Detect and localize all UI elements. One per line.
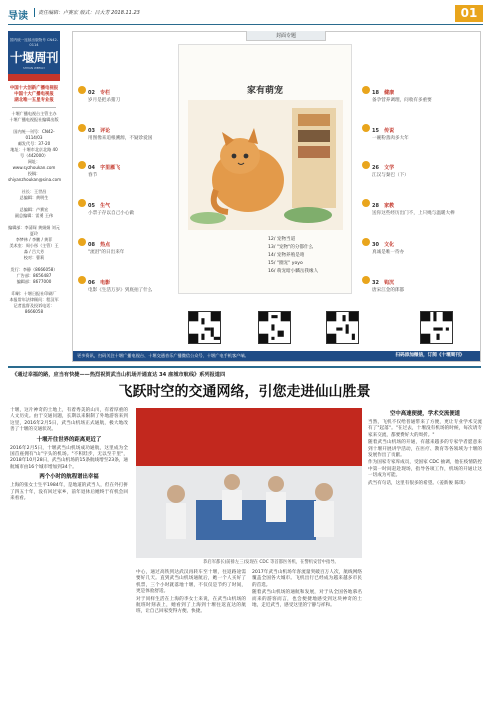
bullet-icon bbox=[78, 276, 86, 284]
phone-line: 编辑部：8677000 bbox=[16, 279, 52, 284]
toc-item[interactable] bbox=[362, 79, 462, 104]
toc-section: 电影 bbox=[100, 280, 111, 286]
feature-item[interactable]: 13/ "宠物"的分都什么 bbox=[268, 245, 314, 250]
toc-page: 30 bbox=[372, 242, 379, 248]
editor-line: 总编辑：卢赛宏 bbox=[19, 207, 49, 212]
toc-section: 钩沉 bbox=[384, 280, 395, 286]
org-line: 十堰广播电视报社编辑出版 bbox=[9, 117, 59, 122]
subhead: 十堰开往世界的距离更近了 bbox=[36, 436, 102, 443]
award-line: 湖北唯一五星专业报 bbox=[14, 98, 54, 103]
email-line[interactable]: 投稿：shiyanzhoukan@sina.com bbox=[8, 171, 62, 182]
toc-desc: 电影《生活万岁》到底拍了什么 bbox=[88, 288, 153, 293]
toc-item[interactable] bbox=[362, 117, 462, 142]
paragraph: 2017年武当山机场年客流量突破百万人次，航线网络覆盖全国各大城市。飞机出行已经成为越来越多市民的首选。 bbox=[252, 570, 362, 588]
feature-item[interactable]: 12/ 宠物当道 bbox=[268, 237, 296, 242]
bullet-icon bbox=[78, 86, 86, 94]
award-line: 中国十大广播电视报 bbox=[14, 92, 54, 97]
toc-section: 评论 bbox=[100, 128, 111, 134]
qr-code-icon[interactable] bbox=[420, 311, 453, 344]
paragraph: 2016年2月5日，十堰武当山机场成功通航，这里成为全国首座拥有"山"字头的机场。"不积跬步，无以至千里"，2018年10月28日，武当山机场的15条航线增至23条，通航城市由16个城市增加到34个。 bbox=[10, 445, 128, 470]
toc-page: 04 bbox=[88, 165, 95, 171]
article-column bbox=[10, 408, 128, 503]
bullet-icon bbox=[78, 161, 86, 169]
paragraph: 作为国家专家库成员，受国家 CDC 抽调，他在疫情防控中第一时间赶赴现场，指导各项工作，机场的开通让这一切成为可能。 bbox=[368, 460, 482, 479]
qr-code-icon[interactable] bbox=[258, 311, 291, 344]
paragraph: 十堰，这片神奇的土地上，有着秀美的山川，有着厚重的人文历史。由于交通问题，长期以来限制了外地游客来到这里，2016年2月5日，武当山机场正式通航，极大地改善了十堰的交通状况。 bbox=[10, 408, 128, 433]
staff-line: 李梦林 / 李鹏 / 黄菲 bbox=[15, 237, 53, 242]
toc-section: 文学 bbox=[384, 165, 395, 171]
divider bbox=[12, 107, 56, 108]
paragraph: 随着武当山机场的通航和发展，对于从全国各地慕名而来的游客而言，也会便捷地感受到这块神奇的土地，走近武当，感受这里的宁静与祥和。 bbox=[252, 590, 362, 609]
bullet-icon bbox=[362, 276, 370, 284]
cat-illustration bbox=[188, 100, 343, 230]
toc-page: 05 bbox=[88, 203, 95, 209]
paragraph: 上海的张女士生平1984年，是地道的武当人，但在外打拼了四五十年，没有回过家乡，前年退休后她终于有机会回来看看。 bbox=[10, 483, 128, 502]
staff-line: 校对：曹莉 bbox=[23, 255, 45, 260]
toc-item[interactable] bbox=[78, 192, 178, 217]
toc-page: 32 bbox=[372, 280, 379, 286]
photo-caption: 恭启军都长(前排左三)发现在 CDC 等首都医务机，在警机安营中指导。 bbox=[203, 560, 339, 565]
article-photo bbox=[136, 408, 362, 558]
masthead-strip bbox=[8, 74, 60, 81]
toc-item[interactable] bbox=[362, 154, 462, 179]
article-column bbox=[136, 570, 246, 617]
toc-item[interactable] bbox=[362, 192, 462, 217]
bullet-icon bbox=[78, 238, 86, 246]
toc-desc: "流泪"的日出来年 bbox=[88, 250, 125, 255]
feature-list bbox=[268, 236, 348, 276]
header-info: 责任编辑：卢赛宏 版式：吕大芳 2018.11.23 bbox=[38, 10, 140, 16]
toc-desc: 备孕营养调理，问收有多重要 bbox=[372, 98, 432, 103]
toc-section: 文化 bbox=[384, 242, 395, 248]
toc-page: 18 bbox=[372, 90, 379, 96]
toc-item[interactable] bbox=[78, 117, 178, 142]
masthead-subtitle: 国内统一连续出版物号 CN42-0114 bbox=[9, 38, 59, 47]
toc-item[interactable] bbox=[362, 269, 462, 294]
org-line: 十堰广播电视台主管主办 bbox=[11, 111, 57, 116]
header-divider bbox=[34, 8, 35, 17]
feature-item[interactable]: 15/ "圈宠" yoyo bbox=[268, 261, 303, 266]
toc-page: 08 bbox=[88, 242, 95, 248]
toc-desc: 岁月是把杀猪刀 bbox=[88, 98, 121, 103]
feature-item[interactable]: 14/ 宠物养殖是咱 bbox=[268, 253, 305, 258]
paragraph: 中心，通过高铁到达武汉再转车至十堰，往返路途需要好几天。直到武当山机场通航后，她一个人买好了机票，三个小时就落地十堰，不仅仅是节约了时间，更是体验舒适。 bbox=[136, 570, 246, 595]
article-column bbox=[368, 408, 482, 488]
toc-section: 健康 bbox=[384, 90, 395, 96]
leader-line: 社长：王世昌 bbox=[21, 189, 47, 194]
toc-item[interactable] bbox=[78, 79, 178, 104]
paragraph: 对于同样生活在上海的李女士来说，在武当山机场的航班时刻表上，她看到了上海到十堰往返直达的航班，让自己回家变得方便、快捷。 bbox=[136, 596, 246, 615]
article-rule bbox=[8, 366, 481, 368]
bullet-icon bbox=[362, 161, 370, 169]
phone-line: 发行：李静（8666058） bbox=[10, 267, 58, 272]
subhead: 空中高速便捷，学术交流便道 bbox=[389, 411, 461, 417]
toc-section: 生气 bbox=[100, 203, 111, 209]
toc-desc: 真诚是唯一待办 bbox=[372, 250, 405, 255]
article-column bbox=[252, 570, 362, 610]
bullet-icon bbox=[362, 199, 370, 207]
editor-line: 副总编辑：雷勇 王伟 bbox=[14, 213, 54, 218]
toc-section: 家教 bbox=[384, 203, 395, 209]
masthead-latin: SHIYAN WEEKLY bbox=[22, 66, 46, 70]
print-line: 本报常年法律顾问：程汉军 bbox=[9, 297, 59, 302]
section-label: 导读 bbox=[8, 11, 28, 22]
bullet-icon bbox=[78, 199, 86, 207]
toc-section: 传说 bbox=[384, 128, 395, 134]
toc-section: 字里雁飞 bbox=[100, 165, 121, 171]
toc-page: 02 bbox=[88, 90, 95, 96]
article-kicker: 《通过幸福的路，应当有快捷——热烈祝贺武当山机场开通直达 34 座城市航线》系列报道四 bbox=[12, 372, 226, 378]
bullet-icon bbox=[362, 86, 370, 94]
contents-tab: 封面专题 bbox=[246, 31, 326, 41]
toc-item[interactable] bbox=[78, 231, 178, 256]
feature-title: 家有萌宠 bbox=[246, 86, 283, 96]
paragraph: 当然，飞机不仅给普通带来了方便，更让专业学术交流有了"起落"。"在过去，十堰没有机场的时候，每次请专家来交流，都要费好大的周折。" bbox=[368, 420, 482, 438]
cn-line: 国内统一刊号：CN42-0114/03 bbox=[13, 129, 55, 140]
qr-caption-bar: 更多资讯，扫码关注十堰广播电视台、十堰交通音乐广播微信公众号、十堰广电手机客户端。 bbox=[73, 351, 480, 361]
print-line: 印刷：十堰日报社印刷厂 bbox=[11, 291, 57, 296]
phone-line: 广告部：8656487 bbox=[16, 273, 52, 278]
qr-code-icon[interactable] bbox=[326, 311, 359, 344]
toc-page: 03 bbox=[88, 128, 95, 134]
cn-line: 邮发代号：37-20 bbox=[17, 141, 51, 146]
print-line: 记者监督及投诉电话：8666058 bbox=[13, 303, 55, 314]
toc-desc: 用图像来追根溯源，不疑诊爱国 bbox=[88, 136, 153, 141]
toc-page: 26 bbox=[372, 165, 379, 171]
article-title: 飞跃时空的交通网络，引您走进仙山胜景 bbox=[118, 384, 371, 400]
paragraph: 武当有句话，这里有很多的希望。（姜新俊 陈琪） bbox=[368, 480, 469, 486]
imprint-column bbox=[8, 86, 60, 315]
website-line[interactable]: 网址：www.syzhoukan.com bbox=[12, 159, 56, 170]
page-number: 01 bbox=[455, 5, 483, 22]
bullet-icon bbox=[362, 238, 370, 246]
staff-line: 美术室：周小彤（主管）王淼 / 吕大芳 bbox=[9, 243, 59, 254]
qr-code-icon[interactable] bbox=[188, 311, 221, 344]
toc-item[interactable] bbox=[78, 154, 178, 179]
toc-item[interactable] bbox=[78, 269, 178, 294]
subhead: 两个小时的航程谱出幸福 bbox=[39, 474, 99, 481]
feature-item[interactable]: 16/ 萌宠暗小麟岳我缘人 bbox=[268, 269, 319, 274]
toc-desc: 唐宋江金的郎都 bbox=[372, 288, 405, 293]
toc-section: 专栏 bbox=[100, 90, 111, 96]
toc-desc: 江汉与秦巴（下） bbox=[372, 173, 409, 178]
toc-page: 06 bbox=[88, 280, 95, 286]
toc-desc: 一碗粉蒸肉多大年 bbox=[372, 136, 409, 141]
staff-line: 编辑部：李清琛 黄娟娟 刘元 夏玲 bbox=[8, 225, 60, 236]
toc-section: 热点 bbox=[100, 242, 111, 248]
bullet-icon bbox=[78, 124, 86, 132]
bullet-icon bbox=[362, 124, 370, 132]
toc-item[interactable] bbox=[362, 231, 462, 256]
header-rule bbox=[8, 24, 483, 25]
paragraph: 随着武当山机场的开通，有越来越多的专家学者愿意来到十堰开展讲学活动，在医疗、教育等各领域为十堰的发展作出了贡献。 bbox=[368, 440, 482, 459]
masthead-title: 十堰周刊 bbox=[9, 50, 58, 65]
toc-desc: 送你这些经历出门不，上只绳与温暖大棒 bbox=[372, 211, 455, 216]
toc-page: 15 bbox=[372, 128, 379, 134]
address-line: 地址：十堰市北京北路 40 号（442000） bbox=[10, 147, 58, 158]
toc-desc: 春节 bbox=[88, 173, 98, 178]
qr-subscribe-caption: 扫码添加微信，订阅《十堰周刊》 bbox=[380, 351, 480, 361]
leader-line: 总编辑：黄明生 bbox=[19, 195, 49, 200]
toc-desc: 小票子存以自己小心做 bbox=[88, 211, 134, 216]
award-line: 中国十大创新广播电视报 bbox=[9, 86, 59, 91]
toc-page: 28 bbox=[372, 203, 379, 209]
